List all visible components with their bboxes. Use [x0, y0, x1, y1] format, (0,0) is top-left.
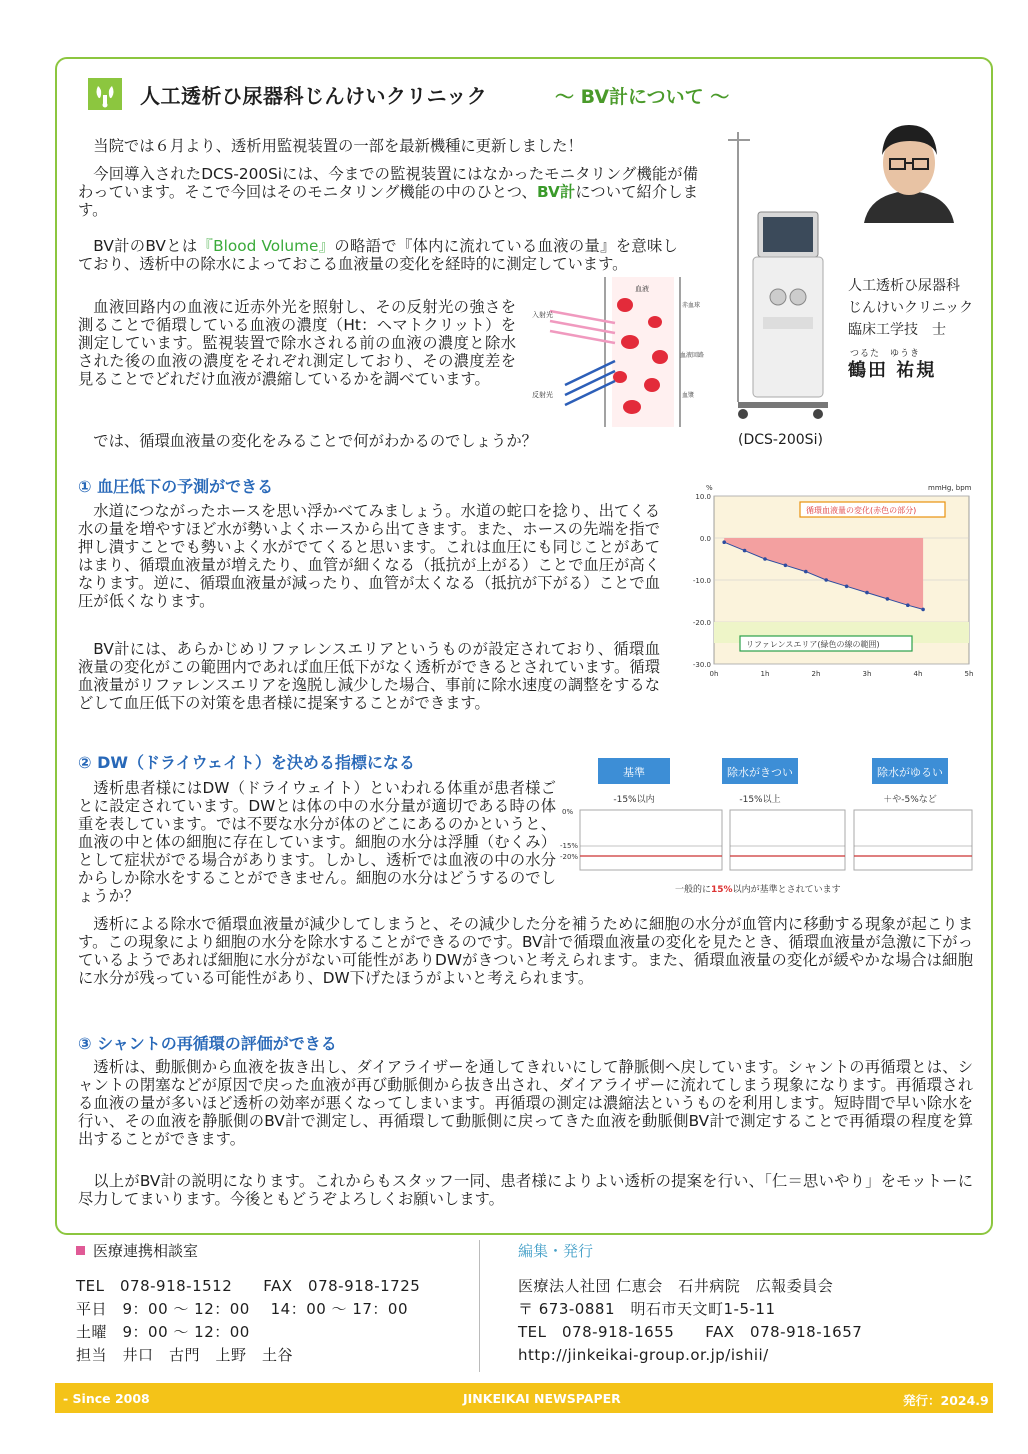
chart-x-tick-label: 2h: [811, 670, 821, 678]
dw-panel-standard-plot: [580, 810, 722, 870]
dw-panel-standard-label: 基準: [623, 766, 645, 779]
chart-y-tick-label: -10.0: [692, 577, 711, 585]
dw-comparison-diagram: [560, 750, 978, 900]
footer-contact: [76, 1240, 420, 1367]
contact-staff: 担当 井口 古門 上野 土谷: [76, 1346, 294, 1364]
staff-name-ruby: つるた ゆうき: [850, 349, 921, 359]
chart-x-tick-label: 1h: [760, 670, 770, 678]
bottom-bar-issue: 発行：2024.9: [903, 1393, 989, 1408]
chart-y-tick-label: -20.0: [692, 619, 711, 627]
pub-address: 〒 673-0881 明石市天文町1-5-11: [518, 1300, 776, 1318]
intro-p4: 血液回路内の血液に近赤外光を照射し、その反射光の強さを測ることで循環している血液の濃度（Ht：ヘマトクリット）を測定しています。監視装置で除水される前の血液の濃度と除水された後の血液の濃度をそれぞれ測定しており、その濃度差を見ることでどれだけ血液が濃縮しているかを調べています。: [78, 298, 516, 388]
diagram-label-incident: 入射光: [532, 311, 553, 319]
chart-data-point: [865, 591, 869, 595]
diagram-label-line: 血液回路: [680, 352, 705, 359]
diagram-label-plasma: 血漿: [682, 392, 695, 399]
dw-panel-tight-sub: -15%以上: [739, 795, 781, 805]
chart-x-tick-label: 5h: [964, 670, 974, 678]
intro-p1: 当院では６月より、透析用監視装置の一部を最新機種に更新しました！: [93, 137, 583, 155]
blood-measurement-diagram: [520, 277, 705, 427]
chart-data-point: [921, 608, 925, 612]
chart-x-tick-label: 0h: [709, 670, 719, 678]
chart-data-point: [784, 564, 788, 568]
page-title: ～ BV計について ～: [555, 86, 730, 108]
clinic-name: 人工透析ひ尿器科じんけいクリニック: [140, 84, 488, 108]
dw-note: 一般的に15%以内が基準とされています: [675, 885, 841, 895]
chart-x-tick-label: 4h: [913, 670, 923, 678]
chart-x-tick-label: 3h: [862, 670, 872, 678]
footer-divider: [479, 1240, 480, 1372]
chart-callout-change: 循環血液量の変化(赤色の部分): [806, 506, 917, 515]
dw-panel-loose-label: 除水がゆるい: [877, 766, 943, 779]
staff-info: [848, 275, 973, 341]
contact-title: 医療連携相談室: [93, 1242, 199, 1260]
section1-p1: 水道につながったホースを思い浮かべてみましょう。水道の蛇口を捻り、出てくる水の量を増やすほど水が勢いよくホースから出てきます。また、ホースの先端を指で押し潰すことでも勢いよく水がでてくると思います。これは血圧にも同じことがあてはまり、循環血液量が増えたり、血管が細くなる（抵抗が上がる）ことで血圧が高くなります。逆に、循環血液量が減ったり、血管が太くなる（抵抗が下がる）ことで血圧が低くなります。: [78, 502, 660, 610]
chart-data-point: [886, 597, 890, 601]
dw-panel-tight-label: 除水がきつい: [727, 766, 793, 779]
clinic-logo-icon: [88, 78, 122, 110]
dw-panel-loose-sub: ＋や-5%など: [883, 795, 937, 805]
diagram-label-blood: 血液: [635, 285, 649, 293]
bv-chart: [680, 478, 985, 693]
section3-heading: ③ シャントの再循環の評価ができる: [78, 1034, 337, 1053]
chart-data-point: [906, 603, 910, 607]
intro-p3: BV計のBVとは『Blood Volume』の略語で『体内に流れている血液の量』を意味しており、透析中の除水によっておこる血液量の変化を経時的に測定しています。: [78, 237, 678, 273]
section3-p1: 透析は、動脈側から血液を抜き出し、ダイアライザーを通してきれいにして静脈側へ戻しています。シャントの再循環とは、シャントの閉塞などが原因で戻った血液が再び動脈側から抜き出され、ダイアライザーに流れてしまう現象になります。再循環される血液の量が多いほど透析の効率が悪くなってしまいます。再循環の測定は濃縮法というものを利用します。短時間で早い除水を行い、その血液を静脈側のBV計で測定し、再循環して動脈側に戻ってきた血液を動脈側BV計で測定することで再循環の程度を算出することができます。: [78, 1058, 973, 1148]
chart-callout-reference: リファレンスエリア(緑色の線の範囲): [746, 640, 880, 649]
contact-weekday: 平日 9：00 ～ 12：00 14：00 ～ 17：00: [76, 1300, 408, 1318]
section2-p1: 透析患者様にはDW（ドライウェイト）といわれる体重が患者様ごとに設定されています。DWとは体の中の水分量が適切である時の体重を表しています。では不要な水分が体のどこにあるのかというと、血液の中と体の細胞に存在しています。細胞の水分は浮腫（むくみ）として症状がでる場合があります。しかし、透析では血液の中の水分からしか除水をすることができません。細胞の水分はどうするのでしょうか？: [78, 779, 556, 905]
bottom-bar-newspaper: JINKEIKAI NEWSPAPER: [463, 1391, 621, 1406]
section2-p2: 透析による除水で循環血液量が減少してしまうと、その減少した分を補うために細胞の水分が血管内に移動する現象が起こります。この現象により細胞の水分を除水することができるのです。BV計で循環血液量の変化を見たとき、循環血液量が急激に下がっているようであれば細胞に水分がない可能性がありDWがきついと考えられます。また、循環血液量の変化が緩やかな場合は細胞に水分が残っている可能性があり、DW下げたほうがよいと考えられます。: [78, 915, 973, 987]
pub-url-link[interactable]: http://jinkeikai-group.or.jp/ishii/: [518, 1346, 769, 1364]
chart-data-point: [763, 557, 767, 561]
dw-panel-tight-plot: [730, 810, 845, 870]
section1-heading: ① 血圧低下の予測ができる: [78, 477, 274, 496]
section2-heading: ② DW（ドライウェイト）を決める指標になる: [78, 753, 415, 772]
contact-tel: TEL 078-918-1512 FAX 078-918-1725: [76, 1277, 421, 1295]
chart-data-point: [722, 540, 726, 544]
staff-photo: [858, 115, 960, 223]
dw-y-label-0: 0%: [562, 808, 574, 816]
contact-saturday: 土曜 9：00 ～ 12：00: [76, 1323, 250, 1341]
intro-p5: では、循環血液量の変化をみることで何がわかるのでしょうか？: [93, 432, 537, 450]
dw-panel-standard: [580, 758, 722, 870]
chart-y-tick-label: 10.0: [695, 493, 711, 501]
section3-p2: 以上がBV計の説明になります。これからもスタッフ一同、患者様によりよい透析の提案を行い、「仁＝思いやり」をモットーに尽力してまいります。今後ともどうぞよろしくお願いします。: [78, 1172, 973, 1208]
footer-publisher: [518, 1240, 862, 1367]
staff-line2: じんけいクリニック: [848, 300, 974, 316]
dw-y-label-20: -20%: [560, 853, 579, 861]
dw-panel-loose: [854, 758, 972, 870]
chart-data-point: [845, 585, 849, 589]
machine-caption: (DCS-200Si): [738, 432, 823, 448]
chart-data-point: [743, 549, 747, 553]
diagram-label-reflect: 反射光: [532, 391, 553, 399]
chart-y-tick-label: -30.0: [692, 661, 711, 669]
chart-y-unit-left: %: [706, 484, 713, 492]
diagram-label-rbc: 赤血球: [682, 302, 701, 309]
section1-p2: BV計には、あらかじめリファレンスエリアというものが設定されており、循環血液量の変化がこの範囲内であれば血圧低下がなく透析ができるとされています。循環血液量がリファレンスエリアを逸脱し減少した場合、事前に除水速度の調整をするなどして血圧低下の対策を患者様に提案することができます。: [78, 640, 660, 712]
dcs-200si-machine-image: [718, 132, 838, 422]
pub-org: 医療法人社団 仁恵会 石井病院 広報委員会: [518, 1277, 834, 1295]
staff-name: 鶴田 祐規: [848, 360, 937, 381]
dw-y-label-15: -15%: [560, 842, 579, 850]
chart-data-point: [824, 578, 828, 582]
dw-panel-loose-plot: [854, 810, 972, 870]
intro-p2: 今回導入されたDCS-200Siには、今までの監視装置にはなかったモニタリング機能が備わっています。そこで今回はそのモニタリング機能の中のひとつ、BV計について紹介します。: [78, 165, 698, 219]
bottom-bar-since: - Since 2008: [63, 1391, 150, 1406]
staff-line1: 人工透析ひ尿器科: [848, 278, 960, 294]
dw-panel-standard-sub: -15%以内: [613, 795, 655, 805]
dw-panel-tight: [722, 758, 845, 870]
chart-y-unit-right: mmHg, bpm: [928, 484, 972, 492]
chart-data-point: [804, 570, 808, 574]
bullet-square-icon: [76, 1246, 85, 1255]
staff-line3: 臨床工学技 士: [848, 322, 946, 338]
pub-title: 編集・発行: [518, 1242, 594, 1260]
pub-tel: TEL 078-918-1655 FAX 078-918-1657: [518, 1323, 863, 1341]
bottom-bar: [55, 1383, 993, 1413]
chart-y-tick-label: 0.0: [699, 535, 711, 543]
